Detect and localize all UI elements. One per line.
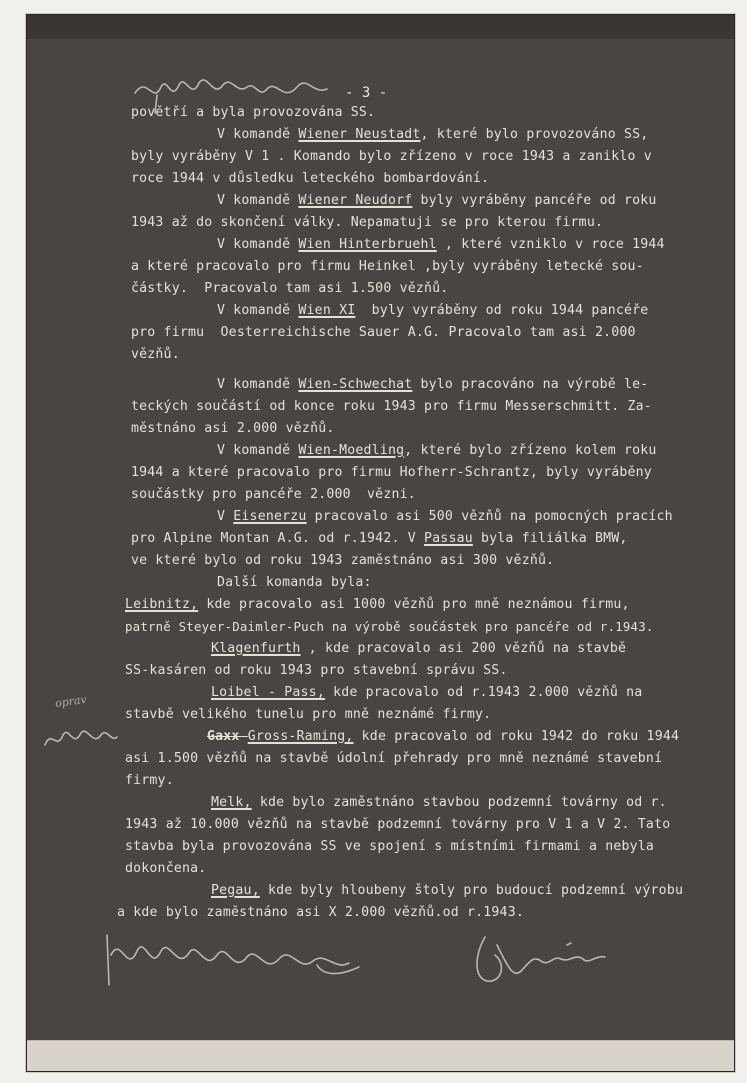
text-span: Loibel - Pass, (211, 685, 325, 700)
text-span: pro firmu Oesterreichische Sauer A.G. Pracovalo tam asi 2.000 (131, 325, 636, 340)
text-line (211, 883, 683, 899)
text-span: kde pracovalo od roku 1942 do roku 1944 (353, 729, 680, 744)
text-span: 1944 a které pracovalo pro firmu Hofherr-Schrantz, byly vyráběny (131, 465, 652, 480)
margin-note: oprav (54, 692, 88, 711)
text-line (217, 127, 648, 143)
text-span: dokončena. (125, 861, 207, 876)
text-span: byly vyráběny od roku 1944 pancéře (355, 303, 649, 318)
text-span: Gaxx (207, 729, 248, 744)
text-span: asi 1.500 vězňů na stavbě údolní přehrady pro mně neznámé stavební (125, 751, 663, 766)
text-line (131, 105, 375, 121)
text-span: Passau (424, 531, 473, 546)
document-body (27, 15, 734, 1071)
page-number: - 3 - (345, 85, 388, 101)
text-line (125, 619, 654, 635)
document-sheet (26, 14, 735, 1072)
signature-bottom-left (97, 915, 377, 995)
text-line (125, 839, 654, 855)
text-span: byly vyráběny pancéře od roku (412, 193, 657, 208)
text-span: roce 1944 v důsledku leteckého bombardování. (131, 171, 490, 186)
text-span: pracovalo asi 500 vězňů na pomocných pracích (306, 509, 673, 524)
text-span: patrně Steyer-Daimler-Puch na výrobě součástek pro pancéře od r.1943. (125, 619, 654, 634)
text-line (125, 751, 662, 767)
text-span: Klagenfurth (211, 641, 301, 656)
text-span: částky. Pracovalo tam asi 1.500 vězňů. (131, 281, 449, 296)
text-span: městnáno asi 2.000 vězňů. (131, 421, 335, 436)
text-span: 1943 až do skončení války. Nepamatuji se pro kterou firmu. (131, 215, 604, 230)
text-line (217, 193, 657, 209)
text-span: , kde pracovalo asi 200 vězňů na stavbě (300, 641, 627, 656)
text-span: V komandě (217, 443, 299, 458)
text-span: stavba byla provozována SS ve spojení s místními firmami a nebyla (125, 839, 655, 854)
text-line (125, 861, 206, 877)
text-span: Gross-Raming, (247, 729, 354, 744)
text-span: kde bylo zaměstnáno stavbou podzemní továrny od r. (251, 795, 667, 810)
text-span: Wien-Schwechat (298, 377, 413, 392)
text-line (207, 729, 679, 745)
text-line (125, 597, 630, 613)
text-line (217, 509, 673, 525)
text-span: a které pracovalo pro firmu Heinkel ,byly vyráběny letecké sou- (131, 259, 644, 274)
text-line (211, 641, 626, 657)
text-span: , které bylo zřízeno kolem roku (404, 443, 657, 458)
text-line (217, 303, 648, 319)
text-span: Leibnitz, (125, 597, 199, 612)
text-line (217, 575, 372, 591)
text-line (131, 171, 489, 187)
text-span: Wiener Neudorf (298, 193, 413, 208)
text-span: V komandě (217, 303, 299, 318)
text-span: V (217, 509, 234, 524)
text-line (217, 443, 657, 459)
text-line (131, 399, 652, 415)
text-span: byly vyráběny V 1 . Komando bylo zřízeno v roce 1943 a zaniklo v (131, 149, 652, 164)
text-line (131, 325, 636, 341)
text-span: Další komanda byla: (217, 575, 372, 590)
text-span: Wien Hinterbruehl (298, 237, 437, 252)
text-span: ve které bylo od roku 1943 zaměstnáno asi 300 vězňů. (131, 553, 555, 568)
text-span: Wien XI (298, 303, 356, 318)
text-span: bylo pracováno na výrobě le- (412, 377, 649, 392)
text-span: kde pracovalo asi 1000 vězňů pro mně neznámou firmu, (198, 597, 630, 612)
text-line (131, 215, 603, 231)
text-span: firmy. (125, 773, 174, 788)
text-line (217, 377, 648, 393)
text-line (131, 553, 554, 569)
text-span: , které bylo provozováno SS, (420, 127, 649, 142)
text-span: Wien-Moedling (298, 443, 405, 458)
scan-edge-bottom (27, 1040, 734, 1071)
text-line (125, 663, 508, 679)
text-line (131, 421, 335, 437)
text-span: V komandě (217, 127, 299, 142)
text-line (131, 465, 652, 481)
margin-signature (41, 715, 121, 755)
text-span: vězňů. (131, 347, 180, 362)
text-line (131, 347, 180, 363)
text-line (211, 795, 667, 811)
text-line (131, 149, 652, 165)
text-span: stavbě velikého tunelu pro mně neznámé firmy. (125, 707, 492, 722)
text-line (131, 531, 628, 547)
text-span: a kde bylo zaměstnáno asi X 2.000 vězňů.od r.1943. (117, 905, 524, 920)
text-line (131, 487, 416, 503)
text-span: kde byly hloubeny štoly pro budoucí podzemní výrobu (259, 883, 684, 898)
text-span: V komandě (217, 377, 299, 392)
text-line (131, 259, 644, 275)
text-span: V komandě (217, 193, 299, 208)
text-span: povětří a byla provozována SS. (131, 105, 376, 120)
text-line (125, 773, 174, 789)
text-line (125, 707, 491, 723)
signature-bottom-right (467, 925, 617, 995)
text-line (211, 685, 642, 701)
text-span: teckých součástí od konce roku 1943 pro firmu Messerschmitt. Za- (131, 399, 652, 414)
text-span: SS-kasáren od roku 1943 pro stavební správu SS. (125, 663, 508, 678)
text-span: součástky pro pancéře 2.000 vězni. (131, 487, 416, 502)
text-span: , které vzniklo v roce 1944 (436, 237, 665, 252)
text-span: Eisenerzu (233, 509, 307, 524)
text-span: kde pracovalo od r.1943 2.000 vězňů na (324, 685, 643, 700)
text-span: Wiener Neustadt (298, 127, 421, 142)
text-span: pro Alpine Montan A.G. od r.1942. V (131, 531, 425, 546)
text-span: 1943 až 10.000 vězňů na stavbě podzemní továrny pro V 1 a V 2. Tato (125, 817, 671, 832)
text-span: Melk, (211, 795, 252, 810)
text-span: byla filiálka BMW, (472, 531, 628, 546)
text-span: Pegau, (211, 883, 260, 898)
text-line (125, 817, 670, 833)
text-span: V komandě (217, 237, 299, 252)
text-line (217, 237, 665, 253)
text-line (131, 281, 448, 297)
